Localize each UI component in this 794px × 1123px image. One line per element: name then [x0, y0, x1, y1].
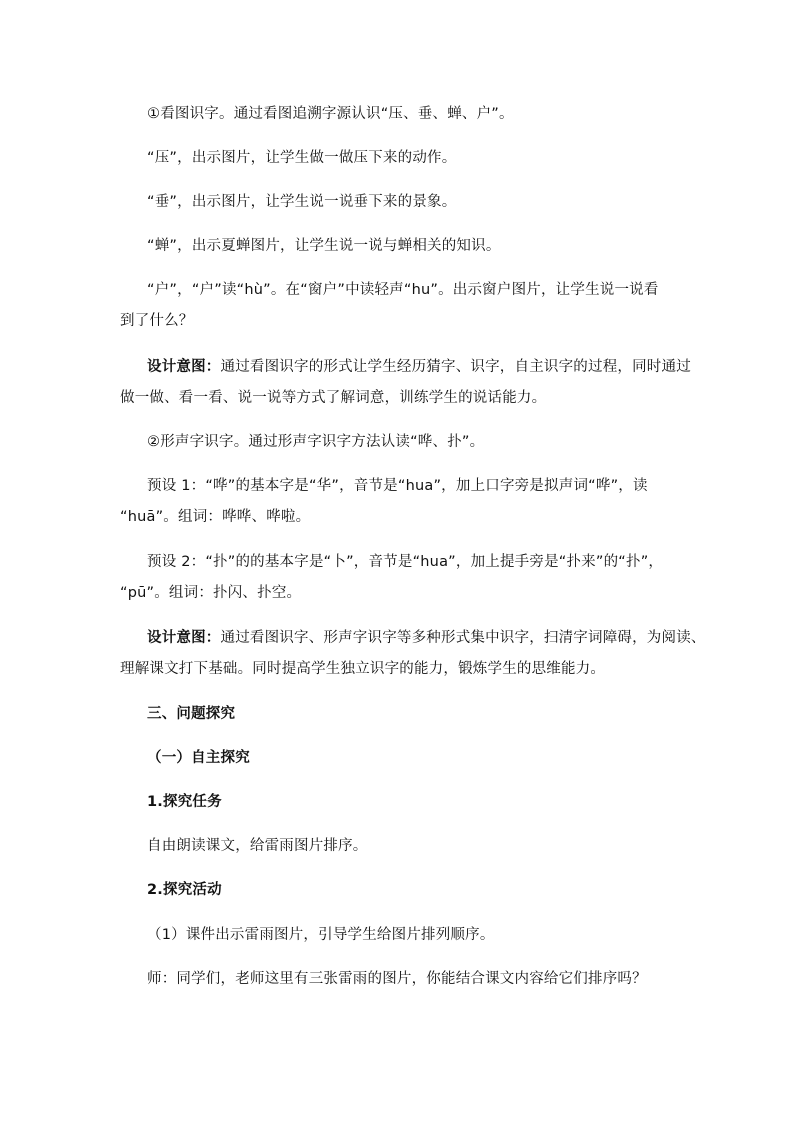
- design-intent-2-line2: 理解课文打下基础。同时提高学生独立识字的能力，锻炼学生的思维能力。: [120, 661, 606, 677]
- paragraph-ya: “压”，出示图片，让学生做一做压下来的动作。: [147, 150, 457, 166]
- design-intent-label: 设计意图：: [147, 359, 221, 375]
- design-intent-label: 设计意图：: [147, 630, 221, 646]
- paragraph-chan: “蝉”，出示夏蝉图片，让学生说一说与蝉相关的知识。: [147, 238, 501, 254]
- task-heading: 1.探究任务: [147, 794, 222, 810]
- design-intent-1-line1: [147, 357, 691, 377]
- teacher-question: 师：同学们，老师这里有三张雷雨的图片，你能结合课文内容给它们排序吗？: [147, 971, 647, 987]
- paragraph-hu-line1: “户”，“户”读“hù”。在“窗户”中读轻声“hu”。出示窗户图片，让学生说一说看: [147, 282, 659, 298]
- preset-2-line2: “pū”。组词：扑闪、扑空。: [120, 585, 302, 601]
- section-heading-3: 三、问题探究: [147, 706, 236, 722]
- paragraph-hu-line2: 到了什么？: [120, 313, 194, 329]
- design-intent-2-line1: [147, 628, 706, 648]
- subsection-heading: （一）自主探究: [147, 750, 250, 766]
- activity-item-1: （1）课件出示雷雨图片，引导学生给图片排列顺序。: [147, 927, 495, 943]
- preset-1-line1: 预设 1：“哗”的基本字是“华”，音节是“hua”，加上口字旁是拟声词“哗”，读: [147, 478, 648, 494]
- activity-heading: 2.探究活动: [147, 882, 222, 898]
- design-intent-1-line2: 做一做、看一看、说一说等方式了解词意，训练学生的说话能力。: [120, 390, 547, 406]
- paragraph-xingsheng: ②形声字识字。通过形声字识字方法认读“哗、扑”。: [147, 434, 485, 450]
- design-intent-text: 通过看图识字的形式让学生经历猜字、识字，自主识字的过程，同时通过: [220, 359, 691, 375]
- preset-1-line2: “huā”。组词：哗哗、哗啦。: [120, 509, 311, 525]
- paragraph-kantu-shizi: ①看图识字。通过看图追溯字源认识“压、垂、蝉、户”。: [147, 106, 514, 122]
- design-intent-text: 通过看图识字、形声字识字等多种形式集中识字，扫清字词障碍，为阅读、: [220, 630, 706, 646]
- preset-2-line1: 预设 2：“扑”的的基本字是“卜”，音节是“hua”，加上提手旁是“扑来”的“扑”，: [147, 554, 664, 570]
- task-text: 自由朗读课文，给雷雨图片排序。: [147, 838, 368, 854]
- paragraph-chui: “垂”，出示图片，让学生说一说垂下来的景象。: [147, 194, 457, 210]
